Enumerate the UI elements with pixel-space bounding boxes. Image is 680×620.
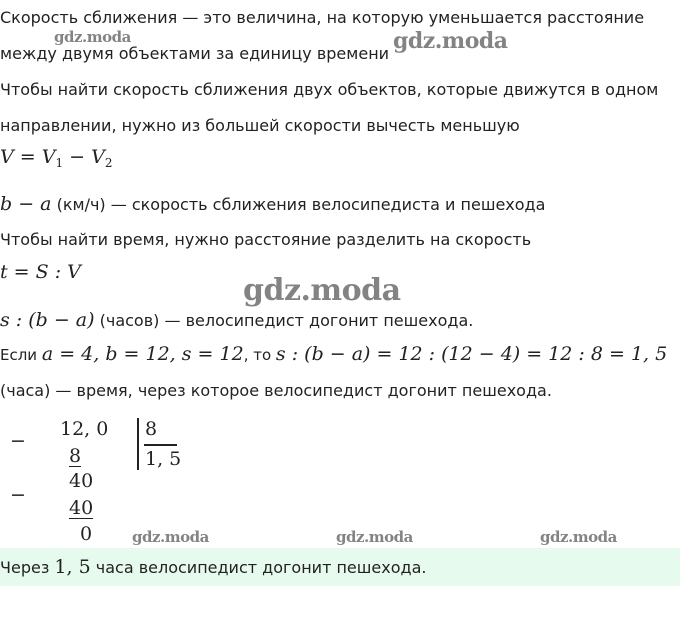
speed-line [0,193,545,215]
watermark: gdz.moda [393,28,508,54]
calculation-expression: s : (b − a) = 12 : (12 − 4) = 12 : 8 = 1, 5 [275,343,668,365]
division-remainder: 40 [69,470,94,492]
answer-value: 1, 5 [54,556,91,578]
formula-var-v2: V [91,146,105,168]
then-label: , то [243,346,276,364]
formula-sub-2: 2 [104,156,113,170]
formula-time: t = S : V [0,261,81,283]
division-vertical-line [137,418,139,470]
values-expression: a = 4, b = 12, s = 12 [41,343,244,365]
watermark: gdz.moda [132,528,209,546]
formula-minus: − [63,146,92,168]
watermark: gdz.moda [54,28,131,46]
watermark: gdz.moda [540,528,617,546]
division-subtrahend-1: 8 [69,445,82,467]
definition-line-2: между двумя объектами за единицу времени [0,44,390,63]
substitution-line [0,343,667,365]
answer-prefix: Через [0,558,55,577]
formula-speed [0,146,112,170]
watermark: gdz.moda [243,273,401,308]
time-text: (часов) — велосипедист догонит пешехода. [94,311,474,330]
division-minus-2: − [10,484,26,506]
rule-line-2: направлении, нужно из большей скорости вычесть меньшую [0,116,520,135]
division-horizontal-line [144,444,177,446]
answer-line [0,556,426,578]
division-subtrahend-2: 40 [69,497,94,519]
formula-equals: = [13,146,42,168]
time-expression: s : (b − a) [0,309,95,331]
division-quotient: 1, 5 [145,448,182,470]
definition-line-1: Скорость сближения — это величина, на которую уменьшается расстояние [0,8,645,27]
division-dividend: 12, 0 [60,418,109,440]
watermark: gdz.moda [336,528,413,546]
if-label: Если [0,346,42,364]
rule-line-1: Чтобы найти скорость сближения двух объектов, которые движутся в одном [0,80,659,99]
division-final: 0 [80,523,93,545]
speed-expression: b − a [0,193,52,215]
formula-sub-1: 1 [55,156,64,170]
formula-var-v: V [0,146,14,168]
formula-var-v1: V [41,146,56,168]
result-line: (часа) — время, через которое велосипедист догонит пешехода. [0,381,552,400]
speed-text: (км/ч) — скорость сближения велосипедиста и пешехода [51,195,546,214]
rule-time: Чтобы найти время, нужно расстояние разделить на скорость [0,230,532,249]
division-divisor: 8 [145,418,158,440]
answer-suffix: часа велосипедист догонит пешехода. [90,558,427,577]
time-line [0,309,473,331]
division-minus-1: − [10,430,26,452]
